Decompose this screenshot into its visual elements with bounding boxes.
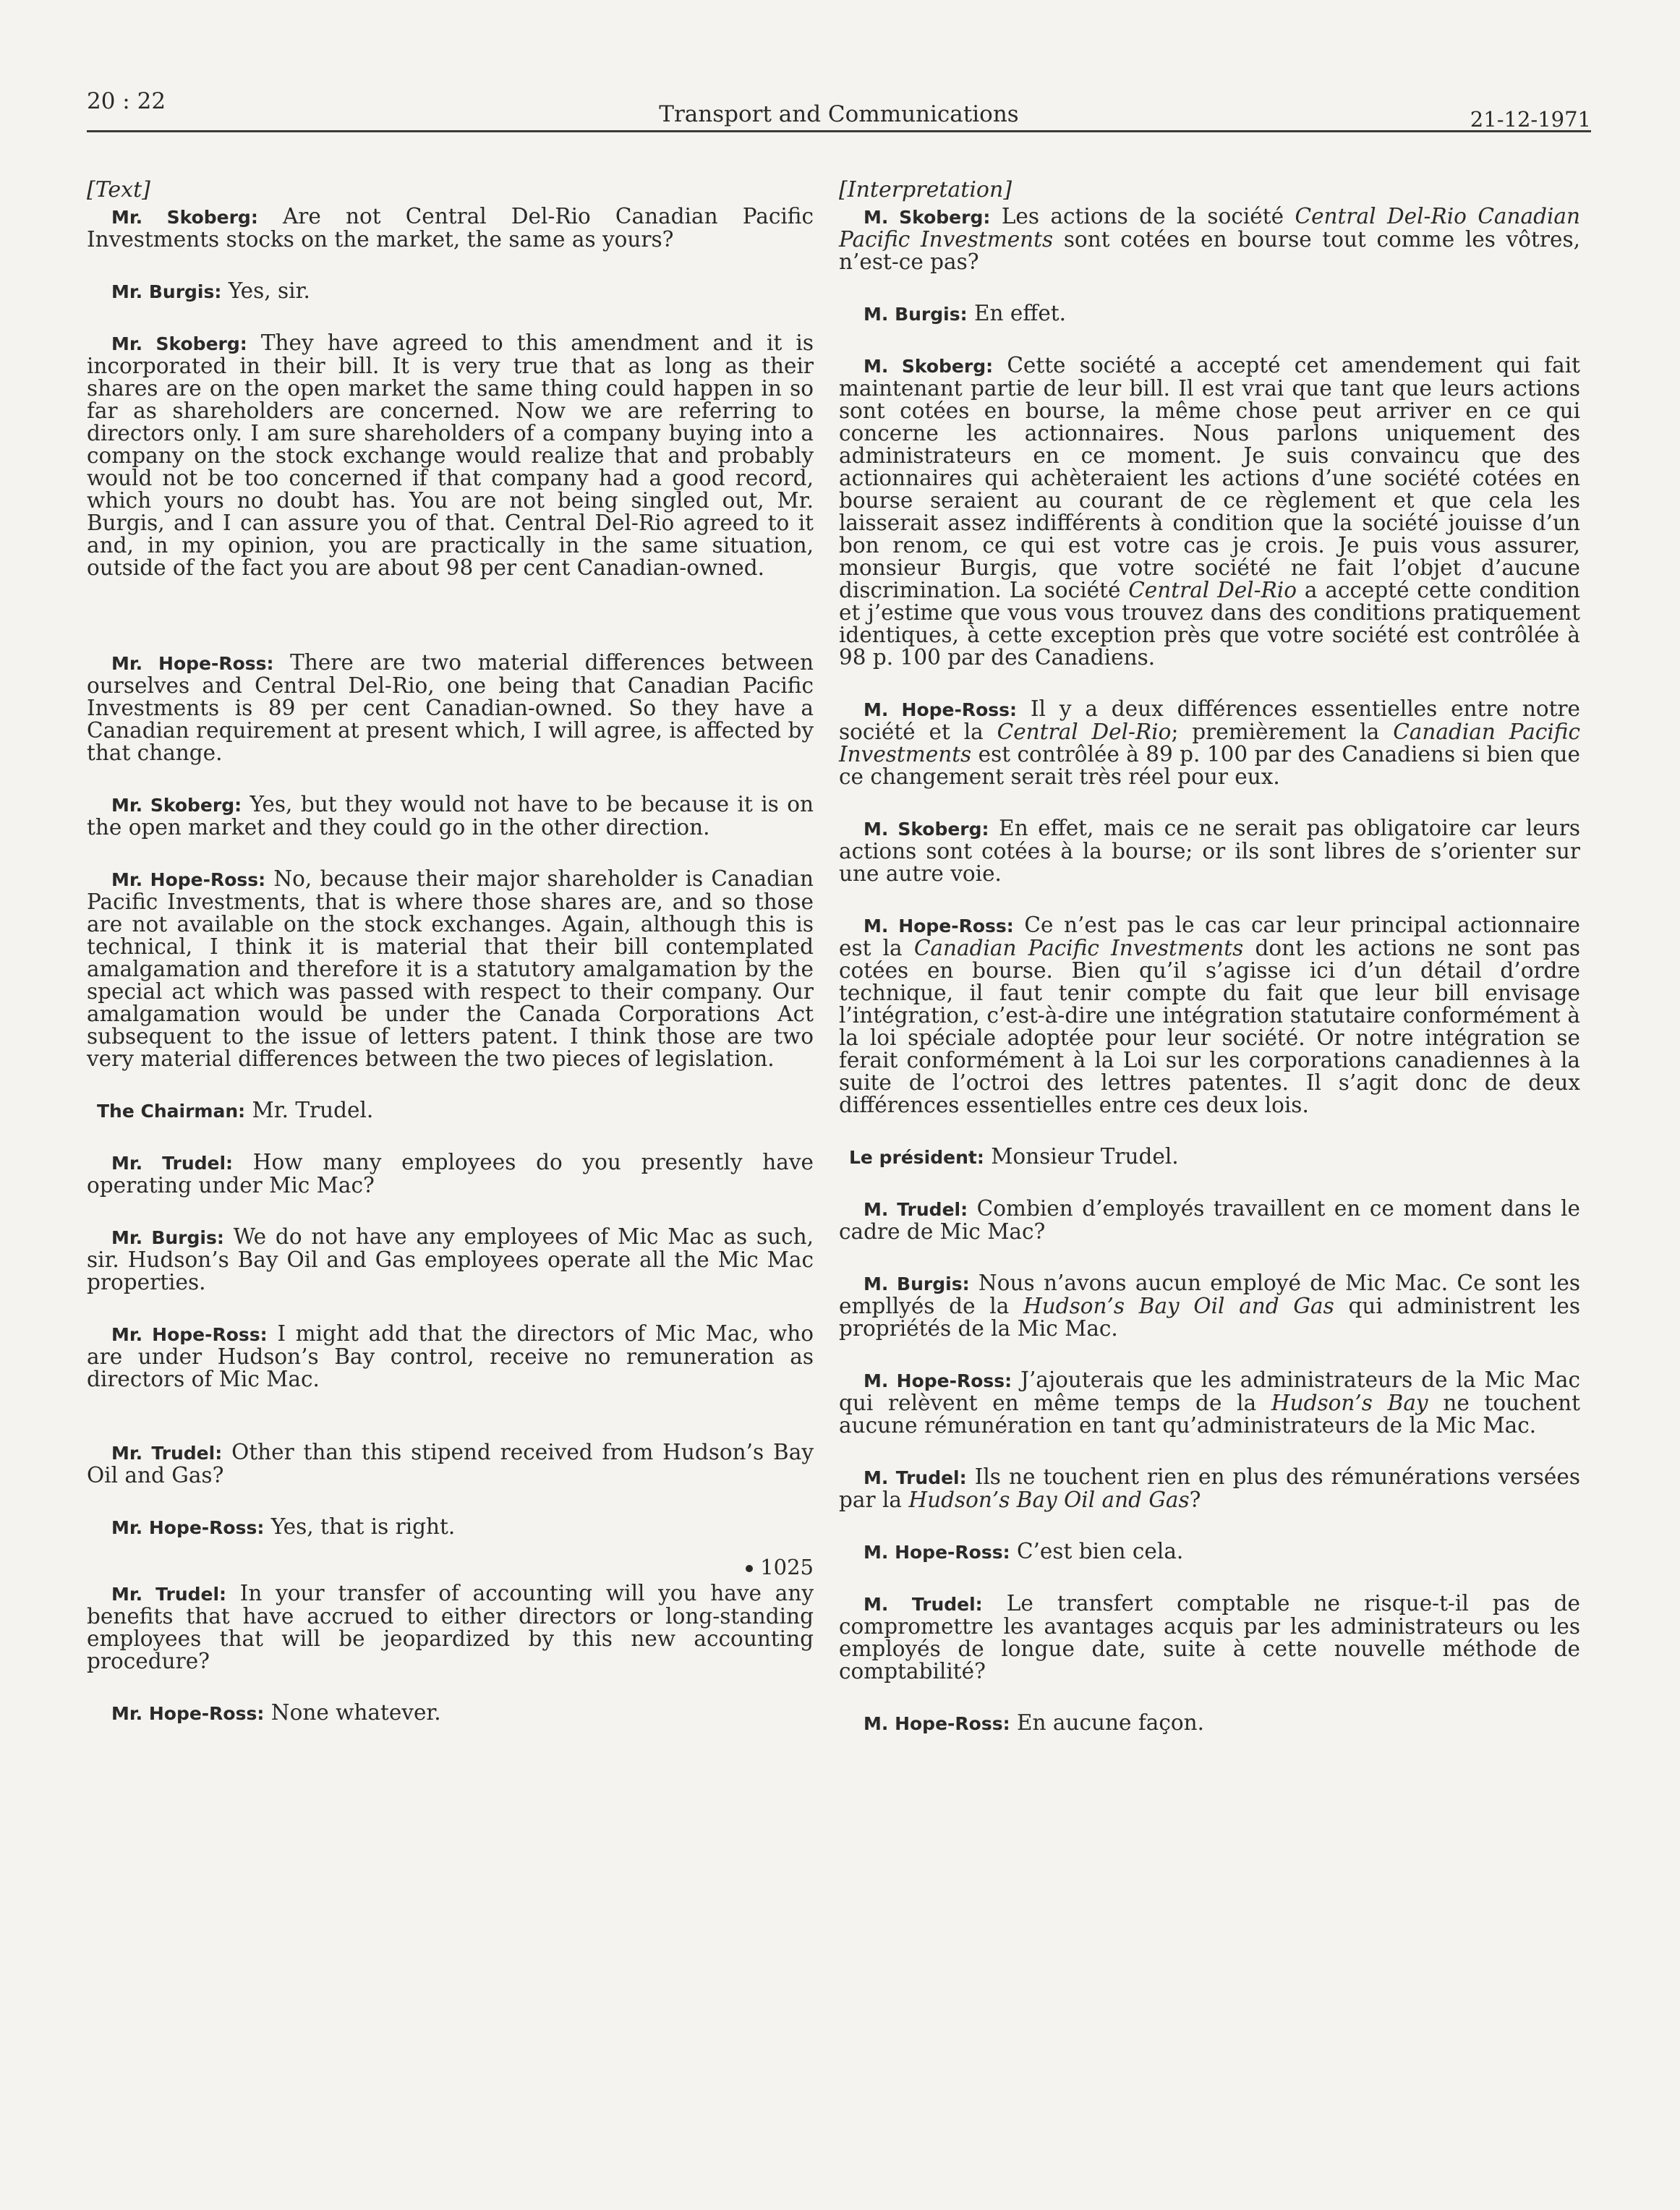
transcript-entry (87, 1099, 814, 1122)
speaker-name: M. Skoberg: (864, 207, 991, 228)
speaker-name: Mr. Skoberg: (111, 795, 242, 816)
transcript-entry: M. Burgis: Nous n’avons aucun employé de Mic Mac. Ce sont les empllyés de la Hudson’s Bay Oil and Gas qui administrent les propriétés de la Mic Mac. (839, 1271, 1580, 1341)
transcript-entry (87, 1582, 814, 1673)
transcript-entry: M. Skoberg: Les actions de la société Central Del-Rio Canadian Pacific Investments sont cotées en bourse tout comme les vôtres, n’est-ce pas? (839, 204, 1580, 274)
entry-text: C’est bien cela. (1016, 1539, 1184, 1563)
publication-title: Transport and Communications (659, 101, 1019, 127)
speaker-name: M. Trudel: (864, 1199, 968, 1220)
entry-text: None whatever. (270, 1700, 441, 1725)
transcript-entry (839, 1540, 1580, 1563)
speaker-name: Mr. Hope-Ross: (111, 1324, 268, 1345)
column-label: [Interpretation] (839, 177, 1012, 202)
french-column (839, 177, 1580, 1764)
entry-text: They have agreed to this amendment and it is incorporated in their bill. It is very true that as long as their shares are on the open market the same thing could happen in so far as shareholders are concerned. Now we are referring to directors only. I am sure shareholders of a company buying into a company on the stock exchange would realize that and probably would not be too concerned if that company had a good record, which yours no doubt has. You are not being singled out, Mr. Burgis, and I can assure you of that. Central Del-Rio agreed to it and, in my opinion, you are practically in the same situation, outside of the fact you are about 98 per cent Canadian-owned. (87, 330, 814, 580)
speaker-name: Mr. Burgis: (111, 1227, 224, 1248)
transcript-entry: M. Hope-Ross: J’ajouterais que les administrateurs de la Mic Mac qui relèvent en même temps de la Hudson’s Bay ne touchent aucune rémunération en tant qu’administrateurs de la Mic Mac. (839, 1368, 1580, 1438)
entry-text: Monsieur Trudel. (991, 1144, 1179, 1169)
speaker-name: M. Trudel: (864, 1467, 967, 1488)
speaker-name: M. Burgis: (864, 304, 968, 325)
transcript-entry (87, 280, 814, 303)
speaker-name: M. Hope-Ross: (864, 699, 1018, 720)
transcript-entry (839, 1712, 1580, 1735)
speaker-name: M. Skoberg: (864, 356, 994, 377)
transcript-entry (87, 1516, 814, 1539)
transcript-entry (87, 332, 814, 579)
transcript-entry (839, 817, 1580, 885)
speaker-name: M. Trudel: (864, 1594, 983, 1615)
transcript-entry (87, 1441, 814, 1487)
entry-text: No, because their major shareholder is Canadian Pacific Investments, that is where those shares are, and so those are not available on the stock exchanges. Again, although this is technical, I think it is material that their bill contemplated amalgamation and therefore it is a statutory amalgamation by the special act which was passed with respect to their company. Our amalgamation would be under the Canada Corporations Act subsequent to the issue of letters patent. I think those are two very material differences between the two pieces of legislation. (87, 866, 814, 1071)
entry-text: Yes, that is right. (270, 1514, 456, 1539)
transcript-entry (87, 652, 814, 764)
speaker-name: M. Burgis: (864, 1273, 970, 1294)
speaker-name: Mr. Trudel: (111, 1584, 227, 1605)
entry-text: I might add that the directors of Mic Mac, who are under Hudson’s Bay control, receive no remuneration as directors of Mic Mac. (87, 1321, 814, 1391)
entry-text: How many employees do you presently have operating under Mic Mac? (87, 1150, 814, 1198)
speaker-name: Le président: (849, 1147, 984, 1168)
speaker-name: Mr. Hope-Ross: (111, 869, 266, 890)
speaker-name: Mr. Skoberg: (111, 207, 258, 228)
speaker-name: M. Hope-Ross: (864, 1713, 1010, 1734)
transcript-entry (87, 205, 814, 251)
transcript-entry (839, 1592, 1580, 1683)
transcript-entry (87, 868, 814, 1070)
transcript-entry: M. Hope-Ross: Il y a deux différences essentielles entre notre société et la Central Del-Rio; premièrement la Canadian Pacific Investments est contrôlée à 89 p. 100 par des Canadiens si bien que ce changement serait très réel pour eux. (839, 696, 1581, 789)
entry-text: En effet, mais ce ne serait pas obligatoire car leurs actions sont cotées à la bourse; or ils sont libres de s’orienter sur une autre voie. (839, 816, 1580, 886)
entry-text: En effet. (974, 301, 1067, 325)
sitting-date: 21-12-1971 (1470, 107, 1591, 132)
transcript-entry (87, 1323, 814, 1391)
page-number: 20 : 22 (87, 88, 166, 114)
entry-text: Are not Central Del-Rio Canadian Pacific Investments stocks on the market, the same as yours? (87, 204, 814, 252)
transcript-entry (87, 793, 814, 839)
speaker-name: Mr. Hope-Ross: (111, 653, 274, 674)
speaker-name: M. Hope-Ross: (864, 1370, 1012, 1391)
speaker-name: Mr. Trudel: (111, 1153, 234, 1174)
speaker-name: Mr. Hope-Ross: (111, 1517, 265, 1538)
speaker-name: Mr. Trudel: (111, 1443, 223, 1464)
entry-text: In your transfer of accounting will you have any benefits that have accrued to either directors or long-standing employees that will be jeopardized by this new accounting procedure? (87, 1581, 814, 1673)
bullet-icon (746, 1565, 753, 1572)
entry-text: Combien d’employés travaillent en ce moment dans le cadre de Mic Mac? (839, 1196, 1580, 1244)
column-label: [Text] (87, 177, 150, 202)
entry-text: Le transfert comptable ne risque-t-il pas de compromettre les avantages acquis par les administrateurs ou les employés de longue date, suite à cette nouvelle méthode de comptabilité? (839, 1591, 1580, 1684)
speaker-name: Mr. Hope-Ross: (111, 1703, 265, 1724)
running-header (87, 85, 1591, 132)
entry-text: Other than this stipend received from Hudson’s Bay Oil and Gas? (87, 1440, 814, 1488)
speaker-name: Mr. Skoberg: (111, 333, 247, 354)
entry-text: Yes, but they would not have to be because it is on the open market and they could go in the other direction. (87, 792, 814, 840)
transcript-entry: M. Skoberg: Cette société a accepté cet amendement qui fait maintenant partie de leur bill. Il est vrai que tant que leurs actions sont cotées en bourse, la même chose peut arriver en ce qui concerne les actionnaires. Nous parlons uniquement des administrateurs en ce moment. Je suis convaincu que des actionnaires qui achèteraient les actions d’une société cotées en bourse seraient au courant de ce règlement et que cela les laisserait assez indifférents à condition que la société jouisse d’un bon renom, ce qui est votre cas je crois. Je puis vous assurer, monsieur Burgis, que votre société ne fait l’objet d’aucune discrimination. La société Central Del-Rio a accepté cette condition et j’estime que vous vous trouvez dans des conditions pratiquement identiques, à cette exception près que votre société est contrôlée à 98 p. 100 par des Canadiens. (839, 353, 1580, 670)
transcript-entry (87, 1151, 814, 1197)
transcript-entry (839, 302, 1580, 325)
speaker-name: The Chairman: (97, 1101, 246, 1122)
entry-text: Yes, sir. (228, 278, 310, 303)
speaker-name: Mr. Burgis: (111, 281, 222, 302)
transcript-entry: M. Hope-Ross: Ce n’est pas le cas car leur principal actionnaire est la Canadian Pacific Investments dont les actions ne sont pas cotées en bourse. Bien qu’il s’agisse ici d’un détail d’ordre technique, il faut tenir compte du fait que leur bill envisage l’intégration, c’est-à-dire une intégration statutaire conformément à la loi spéciale adoptée pour leur société. Or notre intégration se ferait conformément à la Loi sur les corporations canadiennes à la suite de l’octroi des lettres patentes. Il s’agit donc de deux différences essentielles entre ces deux lois. (839, 913, 1580, 1117)
time-marker: 1025 (87, 1555, 814, 1579)
english-column (87, 177, 814, 1754)
speaker-name: M. Skoberg: (864, 819, 989, 840)
transcript-entry: M. Trudel: Ils ne touchent rien en plus des rémunérations versées par la Hudson’s Bay Oil and Gas? (839, 1464, 1580, 1512)
transcript-entry (87, 1226, 814, 1294)
transcript-entry (839, 1145, 1580, 1169)
transcript-entry (839, 1198, 1580, 1243)
entry-text: Mr. Trudel. (252, 1098, 374, 1122)
entry-text: There are two material differences between ourselves and Central Del-Rio, one being that Canadian Pacific Investments is 89 per cent Canadian-owned. So they have a Canadian requirement at present which, I will agree, is affected by that change. (87, 650, 814, 765)
speaker-name: M. Hope-Ross: (864, 916, 1014, 937)
speaker-name: M. Hope-Ross: (864, 1542, 1010, 1563)
transcript-entry (87, 1702, 814, 1725)
entry-text: En aucune façon. (1016, 1710, 1205, 1735)
entry-text: We do not have any employees of Mic Mac as such, sir. Hudson’s Bay Oil and Gas employees operate all the Mic Mac properties. (87, 1224, 814, 1294)
